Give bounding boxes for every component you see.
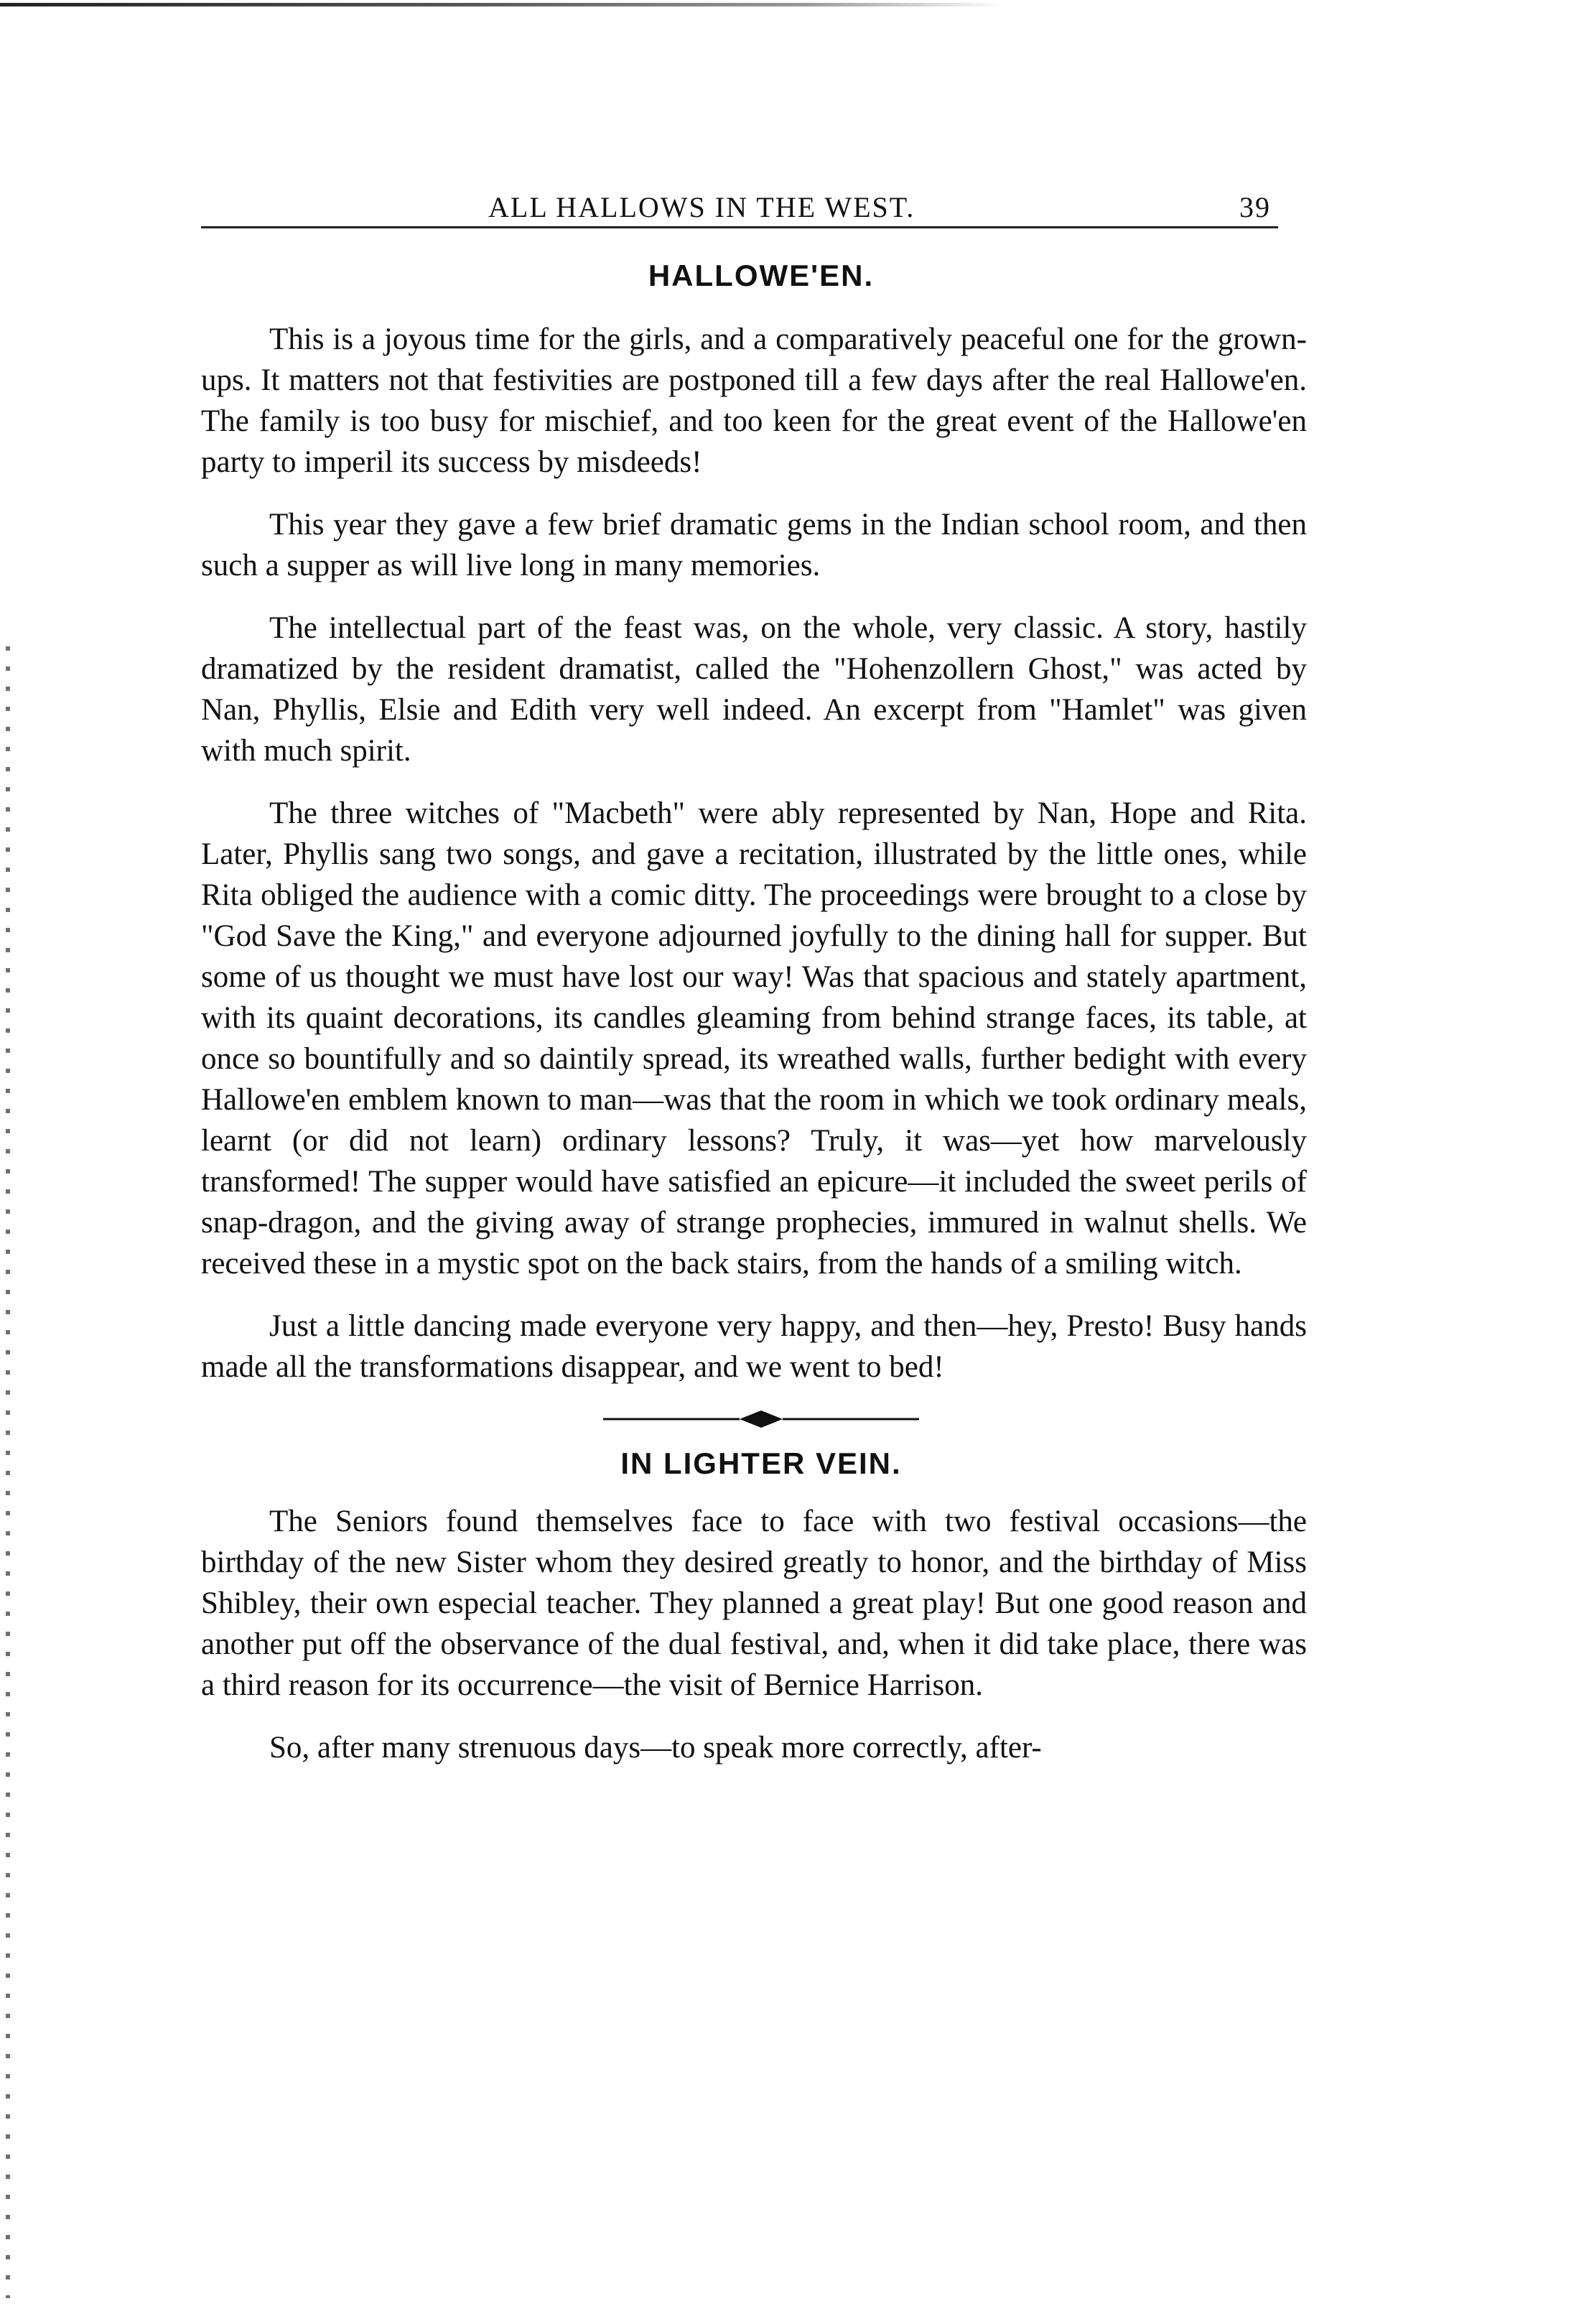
section-heading-in-lighter-vein: IN LIGHTER VEIN.	[620, 1446, 902, 1480]
paragraph: The intellectual part of the feast was, on the whole, very classic. A story, hastily dramatized by the resident dramatist, called the "Hohenzollern Ghost," was acted by Nan, Phyllis, Elsie and Edith very well indeed. An excerpt from "Hamlet" was given with much spirit.	[201, 611, 1307, 768]
diamond-rule-ornament-icon	[603, 1409, 919, 1429]
page-number: 39	[1239, 191, 1271, 223]
paragraph: So, after many strenuous days—to speak more correctly, after-	[269, 1731, 1042, 1765]
section-heading-halloween: HALLOWE'EN.	[648, 259, 875, 292]
paragraph: Just a little dancing made everyone very happy, and then—hey, Presto! Busy hands made all the transformations disappear, and we went to bed!	[201, 1309, 1307, 1384]
book-page	[201, 176, 1321, 1790]
paragraph: This is a joyous time for the girls, and a comparatively peaceful one for the grown-ups. It matters not that festivities are postponed till a few days after the real Hallowe'en. The family is too busy for mischief, and too keen for the great event of the Hallowe'en party to imperil its success by misdeeds!	[201, 322, 1307, 479]
paragraph: The three witches of "Macbeth" were ably represented by Nan, Hope and Rita. Later, Phyllis sang two songs, and gave a recitation, illustrated by the little ones, while Rita obliged the audience with a comic ditty. The proceedings were brought to a close by "God Save the King," and everyone adjourned joyfully to the dining hall for supper. But some of us thought we must have lost our way! Was that spacious and stately apartment, with its quaint decorations, its candles gleaming from behind strange faces, its table, at once so bountifully and so daintily spread, its wreathed walls, further bedight with every Hallowe'en emblem known to man—was that the room in which we took ordinary meals, learnt (or did not learn) ordinary lessons? Truly, it was—yet how marvelously transformed! The supper would have satisfied an epicure—it included the sweet perils of snap-dragon, and the giving away of strange prophecies, immured in walnut shells. We received these in a mystic spot on the back stairs, from the hands of a smiling witch.	[201, 796, 1307, 1280]
binding-edge-marks	[6, 646, 10, 2298]
scan-edge-rule	[0, 3, 1005, 6]
running-header	[201, 176, 1278, 228]
paragraph: The Seniors found themselves face to face with two festival occasions—the birthday of the new Sister whom they desired greatly to honor, and the birthday of Miss Shibley, their own especial teacher. They planned a great play! But one good reason and another put off the observance of the dual festival, and, when it did take place, there was a third reason for its occurrence—the visit of Bernice Harrison.	[201, 1505, 1307, 1702]
paragraph: This year they gave a few brief dramatic gems in the Indian school room, and then such a supper as will live long in many memories.	[201, 508, 1307, 582]
running-title: ALL HALLOWS IN THE WEST.	[488, 191, 915, 223]
